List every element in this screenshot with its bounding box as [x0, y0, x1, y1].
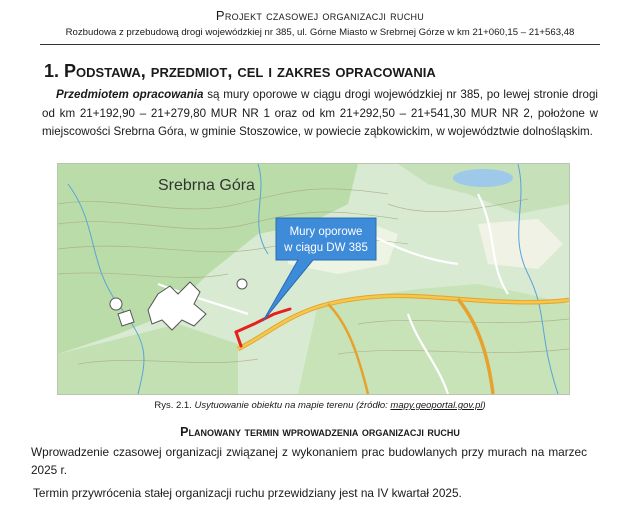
- figure-caption: [0, 400, 640, 411]
- header-title: Projekt czasowej organizacji ruchu: [215, 8, 425, 23]
- caption-text: Usytuowanie obiektu na mapie terenu (źródło:: [194, 400, 391, 411]
- place-label: Srebrna Góra: [158, 177, 255, 194]
- paragraph-lead: Przedmiotem opracowania: [56, 88, 204, 101]
- terrain-map-svg: [58, 164, 569, 394]
- paragraph-body: są mury oporowe w ciągu drogi wojewódzkiej nr 385, po lewej stronie drogi od km 21+192,90 – 21+279,80 MUR NR 1 oraz od km 21+292,50 – 21+541,30 MUR NR 2, położone w miejscowości Srebrna Góra, w gminie Stoszowice, w powiecie ząbkowickim, w województwie dolnośląskim.: [42, 88, 598, 138]
- plan-text-1: Wprowadzenie czasowej organizacji związanej z wykonaniem prac budowlanych przy murach na marzec 2025 r.: [31, 445, 587, 477]
- callout-line-1: Mury oporowe: [289, 226, 363, 238]
- section-title: 1. Podstawa, przedmiot, cel i zakres opracowania: [44, 61, 436, 81]
- caption-source-link[interactable]: mapy.geoportal.gov.pl: [390, 400, 483, 411]
- plan-title: Planowany termin wprowadzenia organizacji ruchu: [180, 425, 460, 439]
- lake: [453, 169, 513, 187]
- callout-line-2: w ciągu DW 385: [284, 242, 368, 254]
- caption-suffix: ): [482, 400, 486, 411]
- header-divider: [40, 44, 600, 45]
- plan-text-2: Termin przywrócenia stałej organizacji ruchu przewidziany jest na IV kwartał 2025.: [33, 486, 462, 500]
- terrain-map: [57, 163, 570, 395]
- section-paragraph: [42, 86, 598, 142]
- header-subtitle: Rozbudowa z przebudową drogi wojewódzkiej nr 385, ul. Górne Miasto w Srebrnej Górze w km 21+060,15 – 21+563,48: [65, 27, 575, 38]
- caption-prefix: Rys. 2.1.: [154, 400, 192, 411]
